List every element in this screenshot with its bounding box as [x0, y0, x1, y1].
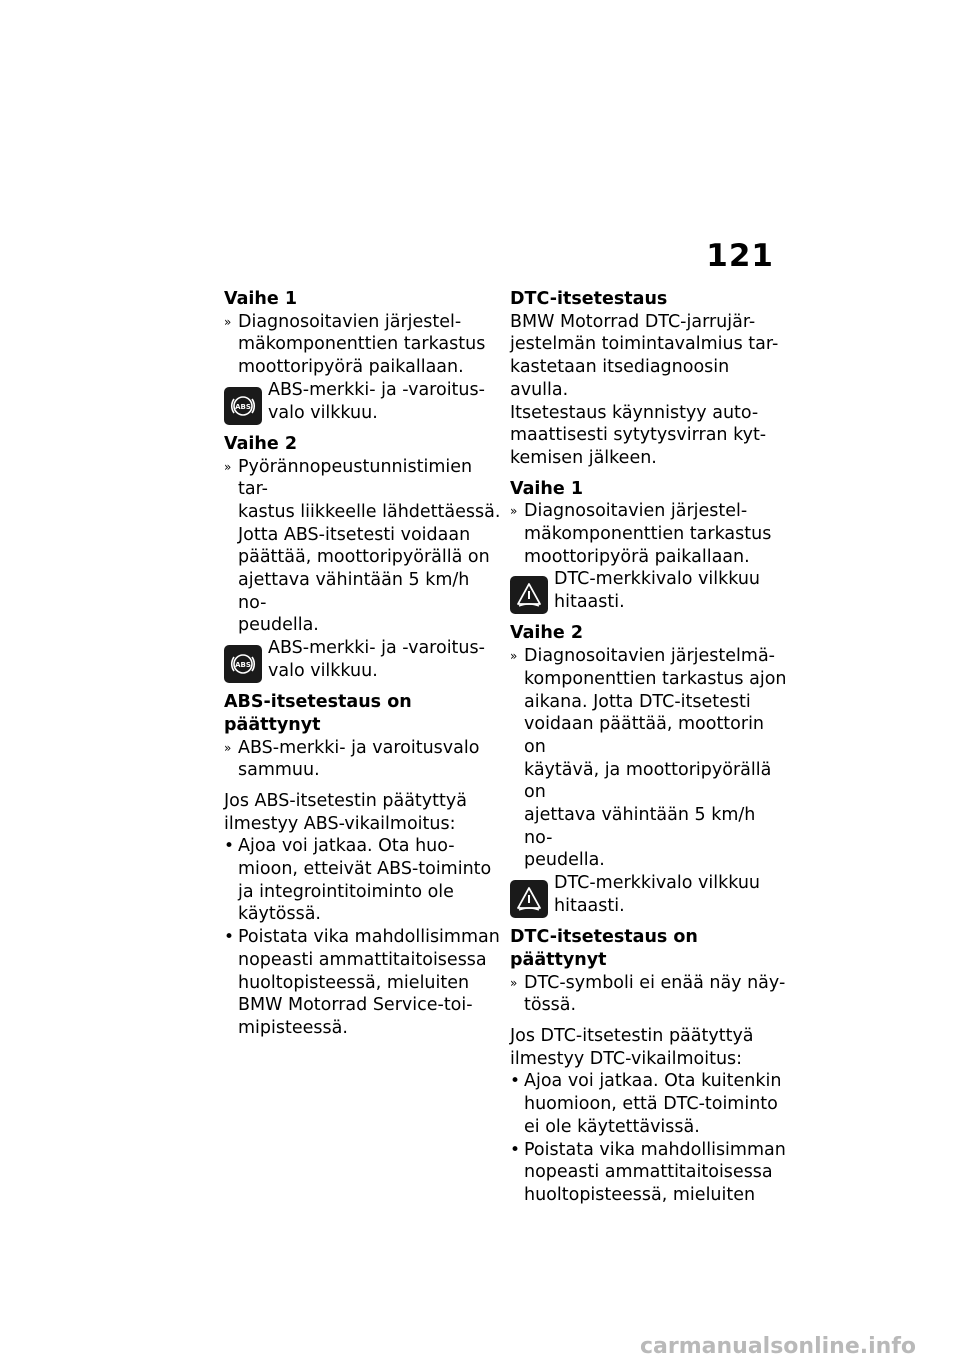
dtc-warning-light-icon [510, 880, 548, 918]
arrow-marker: » [224, 459, 232, 474]
abs-warning-light-icon [224, 387, 262, 425]
section-heading: Vaihe 1 [224, 289, 297, 309]
arrow-marker: » [510, 649, 518, 664]
bullet-item [224, 926, 502, 1040]
bullet-marker: • [510, 1071, 521, 1092]
item-text: Ajoa voi jatkaa. Ota kuitenkin huomioon, että DTC-toiminto ei ole käytettävissä. [524, 1071, 782, 1137]
item-text: ABS-merkki- ja varoitusvalo sammuu. [238, 737, 480, 781]
indicator-text: ABS-merkki- ja -varoitus- valo vilkkuu. [268, 638, 485, 681]
item-text: DTC-symboli ei enää näy näy- tössä. [524, 972, 786, 1016]
step-item [224, 311, 502, 379]
section-heading: DTC-itsetestaus on päättynyt [510, 927, 698, 970]
dtc-warning-light-icon [510, 576, 548, 614]
arrow-marker: » [224, 740, 232, 755]
indicator-row [510, 872, 788, 918]
item-text: Poistata vika mahdollisimman nopeasti ammattitaitoisessa huoltopisteessä, mieluiten [524, 1139, 786, 1205]
right-column [510, 288, 788, 1207]
item-text: Diagnosoitavien järjestel- mäkomponenttien tarkastus moottoripyörä paikallaan. [238, 311, 486, 378]
step-item [510, 972, 788, 1017]
section-heading: Vaihe 2 [224, 433, 297, 454]
item-text: Poistata vika mahdollisimman nopeasti ammattitaitoisessa huoltopisteessä, mieluiten BMW Motorrad Service-toi- mipisteessä. [238, 927, 500, 1038]
item-text: Diagnosoitavien järjestelmä- komponenttien tarkastus ajon aikana. Jotta DTC-itsetesti voidaan päättää, moottorin on käytävä, ja moottoripyörällä on ajettava vähintään 5 km/h no- peudella. [524, 646, 787, 871]
indicator-row [224, 637, 502, 683]
arrow-marker: » [510, 975, 518, 990]
bullet-item [224, 835, 502, 926]
abs-icon-label: ABS [235, 402, 251, 411]
indicator-row [510, 568, 788, 614]
indicator-text: DTC-merkkivalo vilkkuu hitaasti. [554, 873, 761, 916]
bullet-marker: • [224, 836, 235, 857]
step-item [224, 456, 502, 638]
watermark: carmanualsonline.info [640, 1334, 916, 1359]
section-heading: Vaihe 2 [510, 623, 583, 644]
bullet-item [510, 1070, 788, 1138]
bullet-marker: • [224, 927, 235, 948]
abs-icon-label: ABS [235, 661, 251, 670]
indicator-row [224, 379, 502, 425]
indicator-text: DTC-merkkivalo vilkkuu hitaasti. [554, 569, 761, 613]
left-column [224, 288, 502, 1040]
item-text: Ajoa voi jatkaa. Ota huo- mioon, etteivät ABS-toiminto ja integrointitoiminto ole käytössä. [238, 836, 492, 925]
paragraph: Jos DTC-itsetestin päätyttyä ilmestyy DTC-vikailmoitus: [510, 1025, 754, 1069]
item-text: Diagnosoitavien järjestel- mäkomponenttien tarkastus moottoripyörä paikallaan. [524, 501, 772, 567]
section-heading: Vaihe 1 [510, 478, 583, 499]
paragraph: BMW Motorrad DTC-jarrujär- jestelmän toimintavalmius tar- kastetaan itsediagnoosin avulla. Itsetestaus käynnistyy auto- maattisesti sytytysvirran kyt- kemisen jälkeen. [510, 311, 779, 468]
item-text: Pyörännopeustunnistimien tar- kastus liikkeelle lähdettäessä. Jotta ABS-itsetesti voidaan päättää, moottoripyörällä on ajettava vähintään 5 km/h no- peudella. [238, 456, 501, 636]
arrow-marker: » [224, 314, 232, 329]
page-number: 121 [706, 238, 774, 274]
step-item [224, 737, 502, 782]
section-heading: DTC-itsetestaus [510, 289, 668, 309]
bullet-marker: • [510, 1139, 521, 1160]
paragraph: Jos ABS-itsetestin päätyttyä ilmestyy ABS-vikailmoitus: [224, 790, 467, 834]
section-heading: ABS-itsetestaus on päättynyt [224, 692, 412, 735]
abs-warning-light-icon [224, 645, 262, 683]
indicator-text: ABS-merkki- ja -varoitus- valo vilkkuu. [268, 379, 485, 423]
bullet-item [510, 1139, 788, 1207]
step-item [510, 500, 788, 568]
arrow-marker: » [510, 504, 518, 519]
step-item [510, 645, 788, 872]
